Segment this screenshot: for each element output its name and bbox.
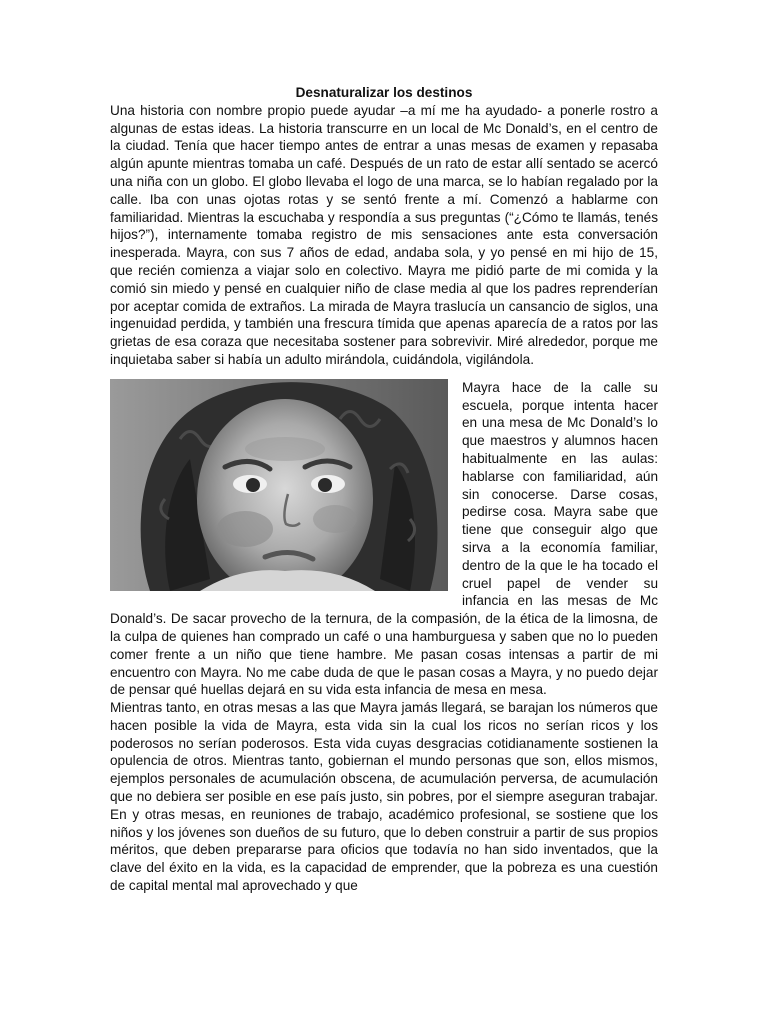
document-page (110, 84, 658, 895)
paragraph-intro: Una historia con nombre propio puede ayudar –a mí me ha ayudado- a ponerle rostro a algunas de estas ideas. La historia transcurre en un local de Mc Donald’s, en el centro de la ciudad. Tenía que hacer tiempo antes de entrar a unas mesas de examen y repasaba algún apunte mientras tomaba un café. Después de un rato de estar allí sentado se acercó una niña con un globo. El globo llevaba el logo de una marca, se lo habían regalado por la calle. Iba con unas ojotas rotas y se sentó frente a mí. Comenzó a hablarme con familiaridad. Mientras la escuchaba y respondía a sus preguntas (“¿Cómo te llamás, tenés hijos?”), internamente tomaba registro de mis sensaciones ante esta conversación inesperada. Mayra, con sus 7 años de edad, andaba sola, y yo pensé en mi hijo de 15, que recién comienza a viajar solo en colectivo. Mayra me pidió parte de mi comida y la comió sin miedo y pensé en cualquier niño de clase media al que los padres reprenderían por aceptar comida de extraños. La mirada de Mayra traslucía un cansancio de siglos, una ingenuidad perdida, y también una frescura tímida que apenas aparecía de a ratos por las grietas de esa coraza que necesitaba sostener para sobrevivir. Miré alrededor, porque me inquietaba saber si había un adulto mirándola, cuidándola, vigilándola. (110, 102, 658, 367)
paragraph-other-tables: Mientras tanto, en otras mesas a las que Mayra jamás llegará, se barajan los números que hacen posible la vida de Mayra, esta vida sin la cual los ricos no serían ricos y los poderosos no serían poderosos. Esta vida cuyas desgracias cotidianamente sostienen la opulencia de otros. Mientras tanto, gobiernan el mundo personas que son, ellos mismos, ejemplos personales de acumulación obscena, de acumulación perversa, de acumulación que no debiera ser posible en ese país justo, sin pobres, por el siempre aseguran trabajar. En y otras mesas, en reuniones de trabajo, académico profesional, se sostiene que los niños y los jóvenes son dueños de su futuro, que lo deben construir a partir de sus propios méritos, que deben prepararse para oficios que todavía no han sido inventados, que la clave del éxito en la vida, es la capacidad de emprender, que la pobreza es una cuestión de capital mental mal aprovechado y que (110, 700, 658, 894)
child-portrait-icon (110, 379, 448, 591)
document-title: Desnaturalizar los destinos (295, 85, 473, 100)
child-portrait-photo (110, 379, 448, 591)
paragraph-with-photo (110, 379, 658, 699)
paragraph-mayra-school: Mayra hace de la calle su escuela, porque intenta hacer en una mesa de Mc Donald’s lo que maestros y alumnos hacen habitualmente en las aulas: hablarse con familiaridad, aún sin conocerse. Darse cosas, pedirse cosa. Mayra sabe que tiene que conseguir algo que sirva a la economía familiar, dentro de la que le ha tocado el cruel papel de vender su infancia en las mesas de Mc Donald’s. De sacar provecho de la ternura, de la compasión, de la ética de la limosna, de la culpa de quienes han comprado un café o una hamburguesa y saben que no lo pueden comer frente a un niño que tiene hambre. Me pasan cosas intensas a partir de mi encuentro con Mayra. No me cabe duda de que le pasan cosas a Mayra, y no puedo dejar de pensar qué huellas dejará en su vida esta infancia de mesa en mesa. (110, 379, 658, 698)
